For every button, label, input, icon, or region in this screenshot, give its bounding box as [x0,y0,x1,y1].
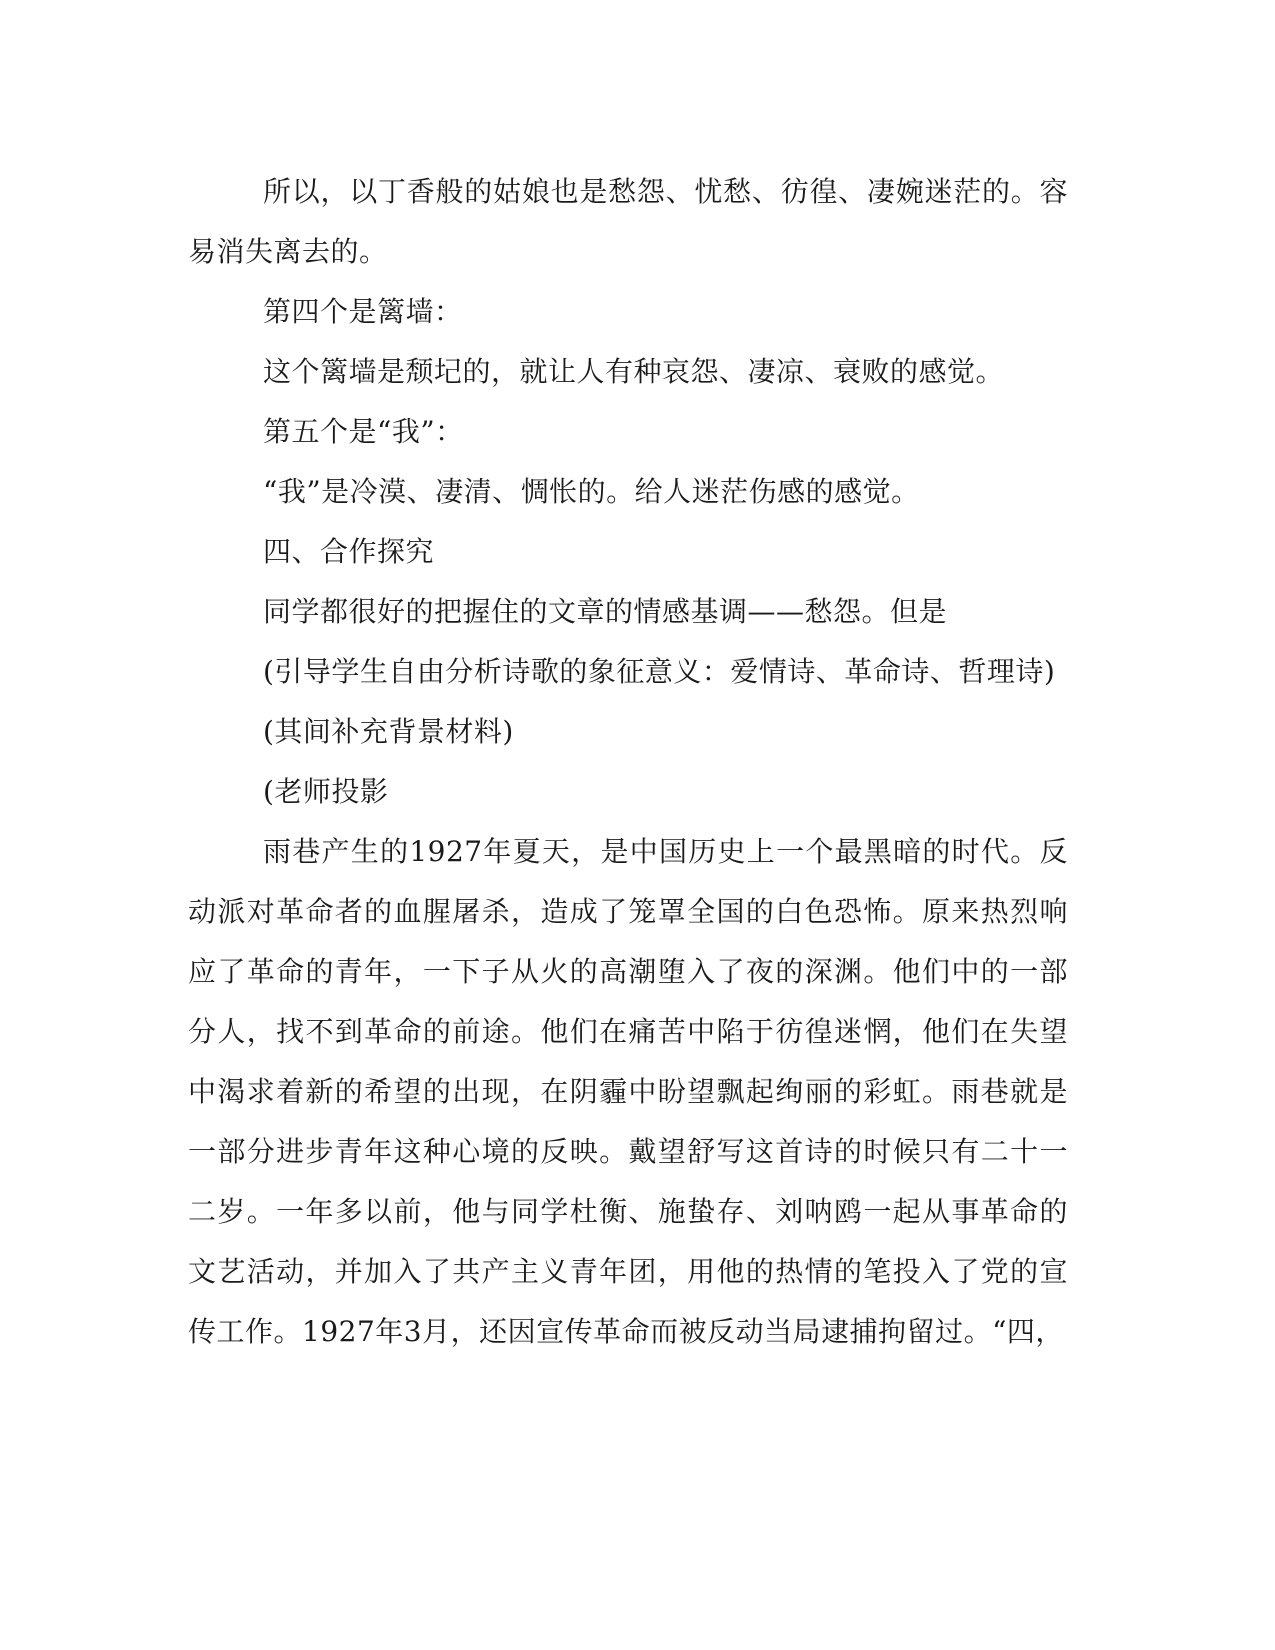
paragraph-emotional-tone: 同学都很好的把握住的文章的情感基调——愁怨。但是 [263,595,948,628]
section-heading-cooperative-inquiry: 四、合作探究 [263,535,435,568]
paragraph-guidance-note: (引导学生自由分析诗歌的象征意义：爱情诗、革命诗、哲理诗) [263,655,1056,688]
paragraph-self-description: “我”是冷漠、凄清、惆怅的。给人迷茫伤感的感觉。 [263,475,920,508]
paragraph-historical-background: 雨巷产生的1927年夏天，是中国历史上一个最黑暗的时代。反动派对革命者的血腥屠杀，造成了笼罩全国的白色恐怖。原来热烈响应了革命的青年，一下子从火的高潮堕入了夜的深渊。他们中的一部分人，找不到革命的前途。他们在痛苦中陷于彷徨迷惘，他们在失望中渴求着新的希望的出现，在阴霾中盼望飘起绚丽的彩虹。雨巷就是一部分进步青年这种心境的反映。戴望舒写这首诗的时候只有二十一二岁。一年多以前，他与同学杜衡、施蛰存、刘呐鸥一起从事革命的文艺活动，并加入了共产主义青年团，用他的热情的笔投入了党的宣传工作。1927年3月，还因宣传革命而被反动当局逮捕拘留过。“四， [188,835,1068,1348]
paragraph-projection-note: (老师投影 [263,775,389,808]
paragraph-fifth-image-heading: 第五个是“我”： [263,415,464,448]
paragraph-fence-description: 这个篱墙是颓圮的，就让人有种哀怨、凄凉、衰败的感觉。 [263,355,1005,388]
document-body [188,162,1068,1362]
paragraph-conclusion: 所以，以丁香般的姑娘也是愁怨、忧愁、彷徨、凄婉迷茫的。容易消失离去的。 [188,175,1068,268]
paragraph-fourth-image-heading: 第四个是篱墙： [263,295,463,328]
paragraph-background-note: (其间补充背景材料) [263,715,514,748]
